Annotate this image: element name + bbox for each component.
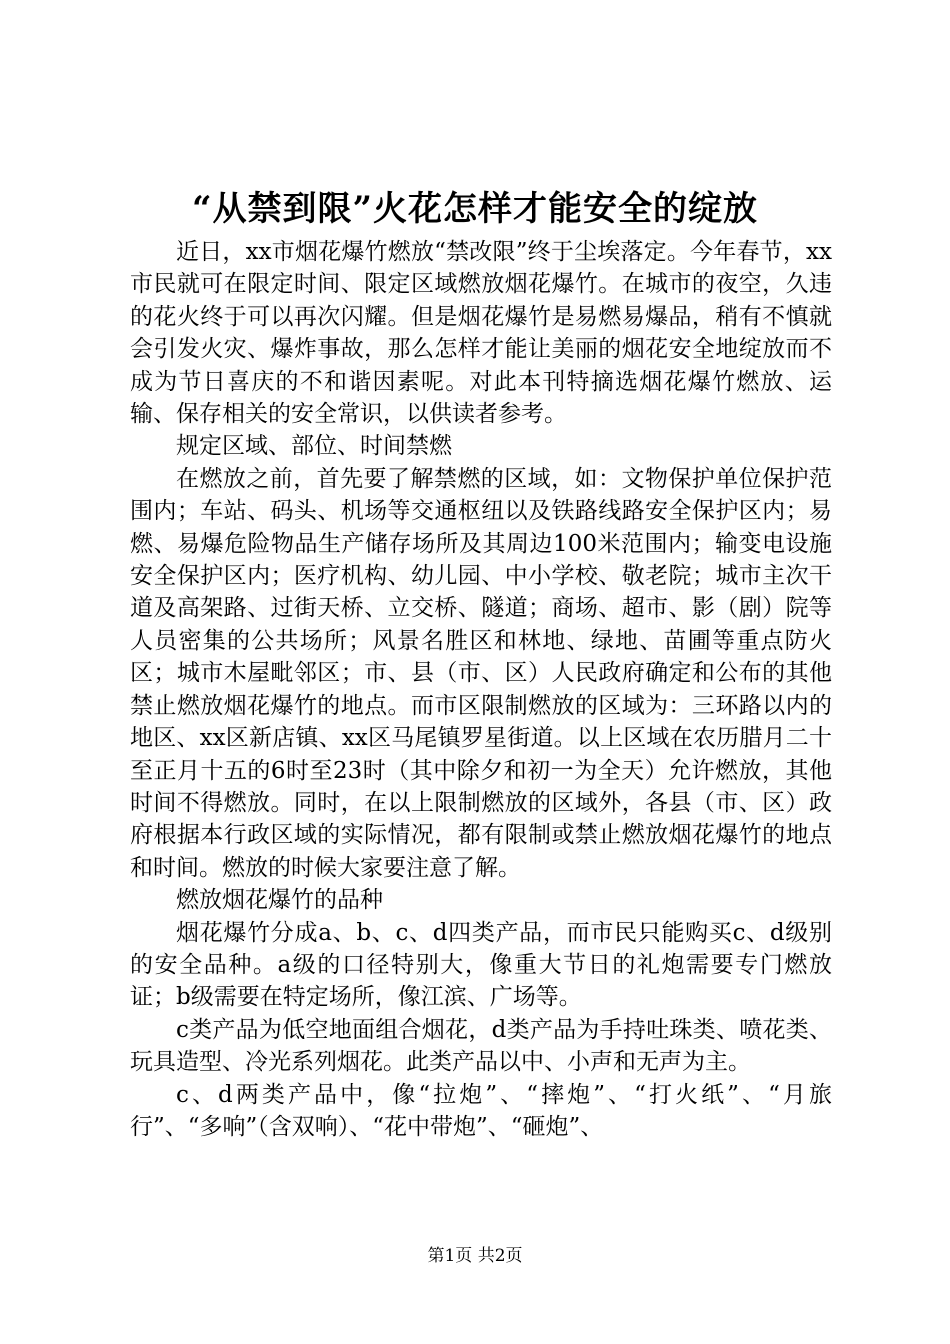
section-heading: 燃放烟花爆竹的品种 (176, 887, 383, 914)
document-title: “从禁到限”火花怎样才能安全的绽放 (191, 189, 759, 229)
body-paragraph: 在燃放之前，首先要了解禁燃的区域，如：文物保护单位保护范围内；车站、码头、机场等交通枢纽以及铁路线路安全保护区内；易燃、易爆危险物品生产储存场所及其周边100米范围内；输变电设施安全保护区内；医疗机构、幼儿园、中小学校、敬老院；城市主次干道及高架路、过街天桥、立交桥、隧道；商场、超市、影（剧）院等人员密集的公共场所；风景名胜区和林地、绿地、苗圃等重点防火区；城市木屋毗邻区；市、县（市、区）人民政府确定和公布的其他禁止燃放烟花爆竹的地点。而市区限制燃放的区域为：三环路以内的地区、xx区新店镇、xx区马尾镇罗星街道。以上区域在农历腊月二十至正月十五的6时至23时（其中除夕和初一为全天）允许燃放，其他时间不得燃放。同时，在以上限制燃放的区域外，各县（市、区）政府根据本行政区域的实际情况，都有限制或禁止燃放烟花爆竹的地点和时间。燃放的时候大家要注意了解。 (130, 465, 832, 881)
page-footer: 第1页 共2页 (427, 1246, 523, 1266)
section-heading: 规定区域、部位、时间禁燃 (176, 433, 452, 460)
body-paragraph: c类产品为低空地面组合烟花，d类产品为手持吐珠类、喷花类、玩具造型、冷光系列烟花。此类产品以中、小声和无声为主。 (130, 1016, 832, 1076)
document-body (130, 236, 832, 1143)
body-paragraph: 近日，xx市烟花爆竹燃放“禁改限”终于尘埃落定。今年春节，xx市民就可在限定时间、限定区域燃放烟花爆竹。在城市的夜空，久违的花火终于可以再次闪耀。但是烟花爆竹是易燃易爆品，稍有不慎就会引发火灾、爆炸事故，那么怎样才能让美丽的烟花安全地绽放而不成为节日喜庆的不和谐因素呢。对此本刊特摘选烟花爆竹燃放、运输、保存相关的安全常识，以供读者参考。 (130, 239, 832, 428)
body-paragraph: 烟花爆竹分成a、b、c、d四类产品，而市民只能购买c、d级别的安全品种。a级的口径特别大，像重大节日的礼炮需要专门燃放证；b级需要在特定场所，像江滨、广场等。 (130, 919, 832, 1011)
body-paragraph: c、d两类产品中，像“拉炮”、“摔炮”、“打火纸”、“月旅行”、“多响”（含双响）、“花中带炮”、“砸炮”、 (130, 1081, 832, 1140)
